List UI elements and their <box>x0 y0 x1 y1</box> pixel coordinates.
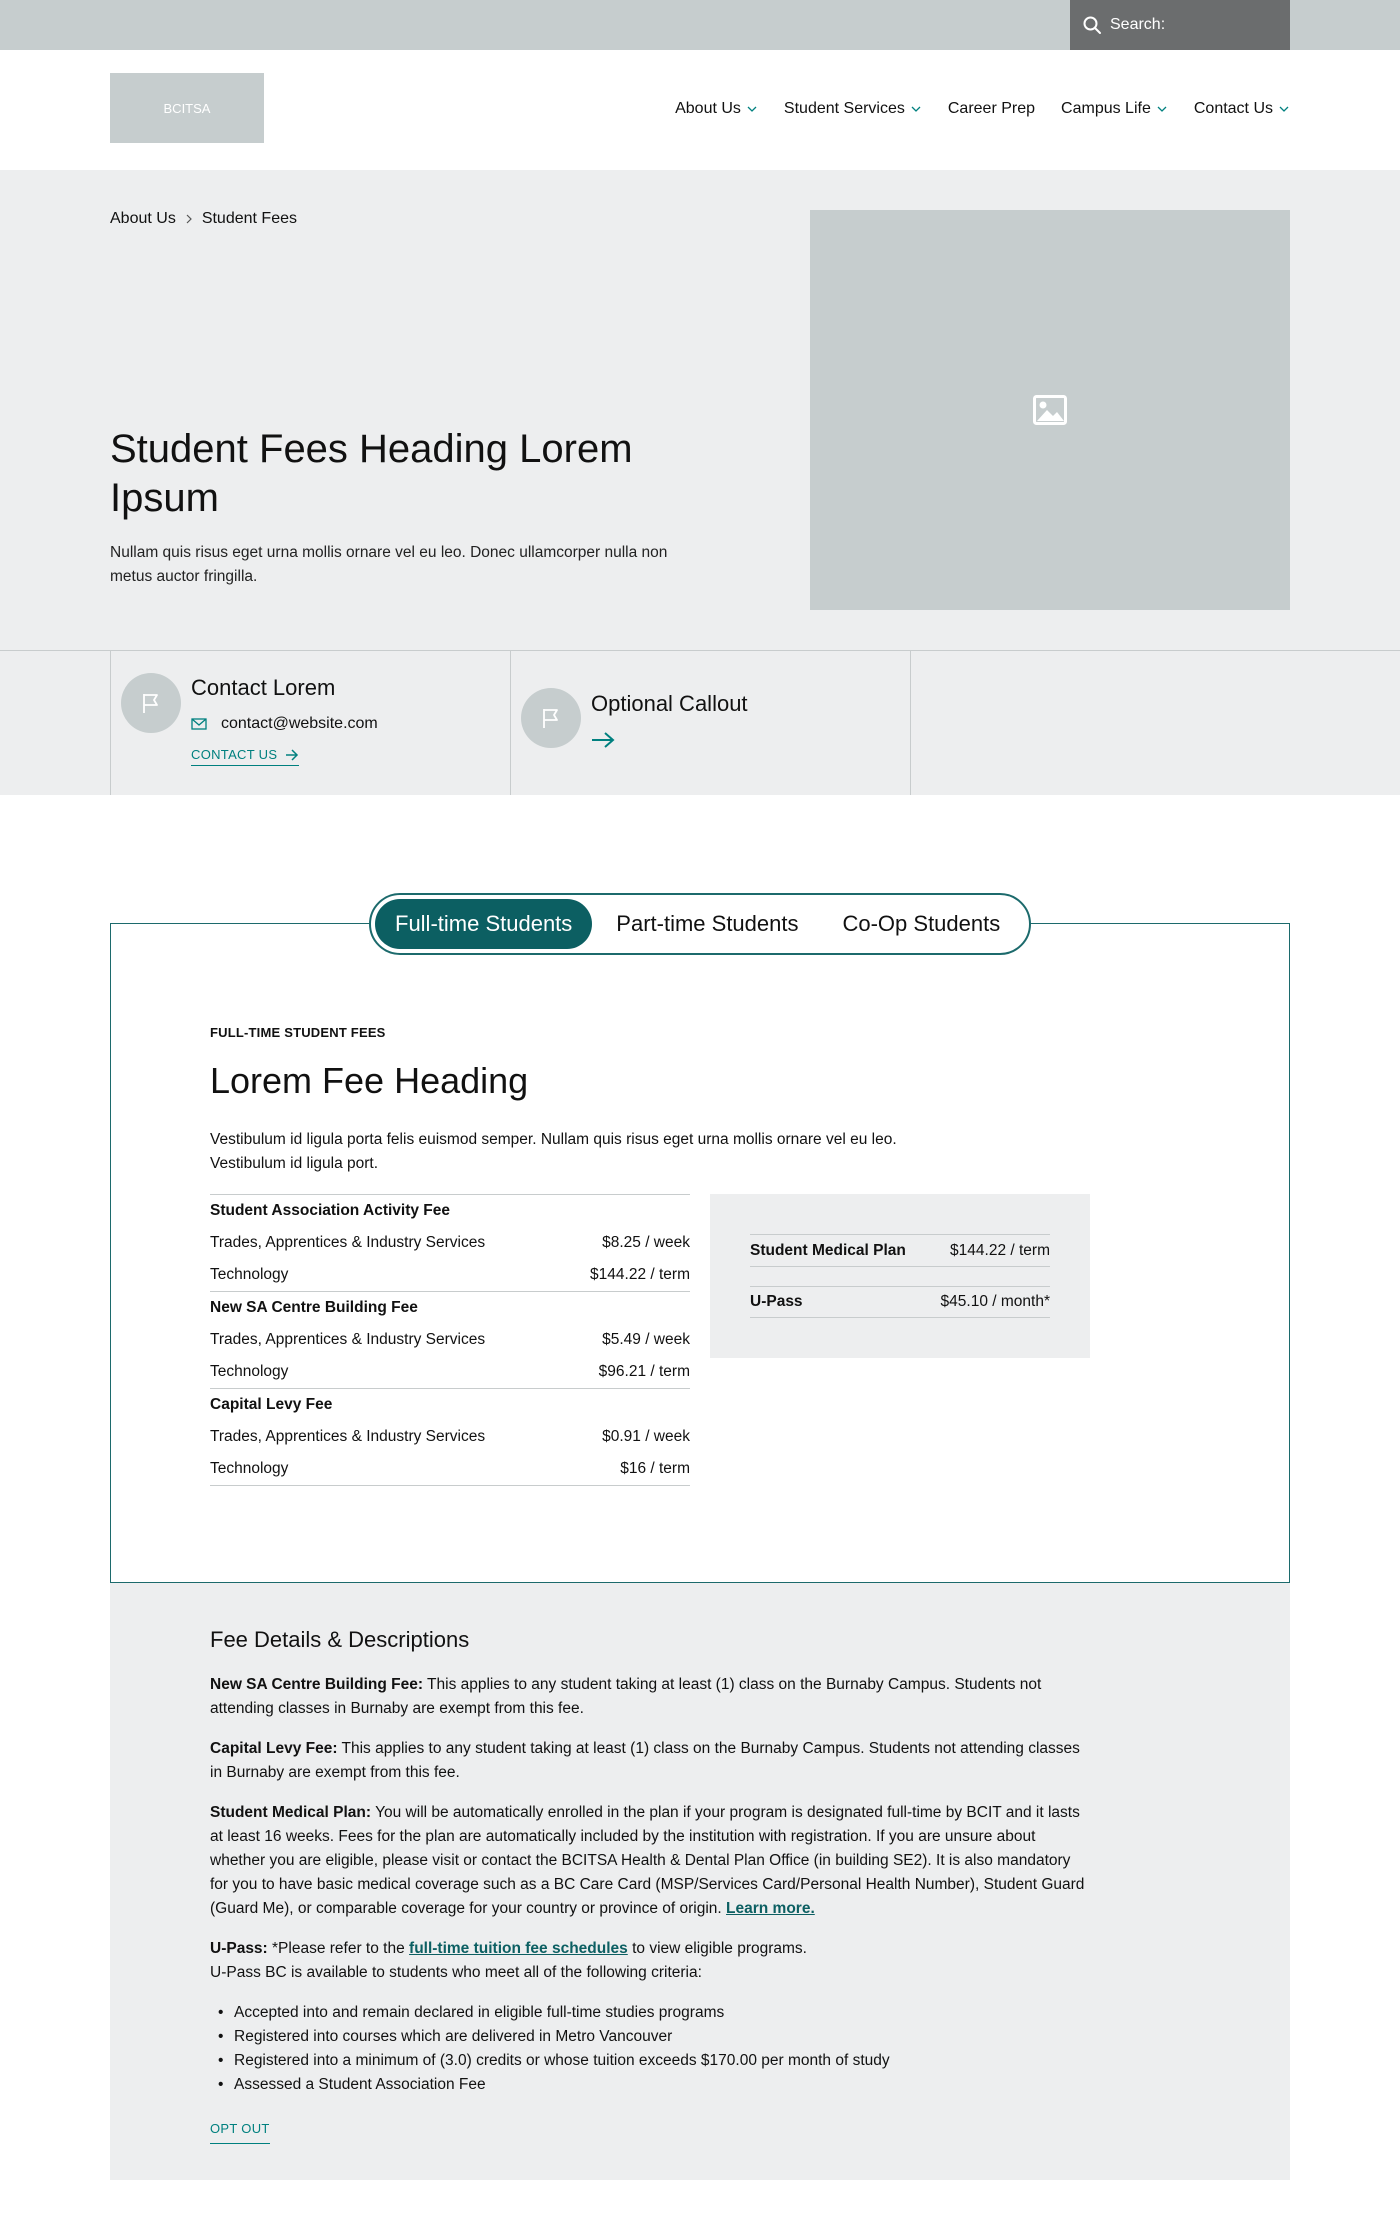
tab-co-op-students[interactable]: Co-Op Students <box>842 911 1001 936</box>
list-item: • Registered into a minimum of (3.0) credits or whose tuition exceeds $170.00 per month of study <box>210 2049 1090 2073</box>
term-label: U-Pass: <box>210 1940 268 1957</box>
main-nav <box>675 100 1290 118</box>
empty-callout <box>910 651 1310 795</box>
list-item: • Registered into courses which are delivered in Metro Vancouver <box>210 2025 1090 2049</box>
fee-value: $8.25 / week <box>602 1234 690 1251</box>
fee-table <box>210 1194 690 1486</box>
arrow-right-icon[interactable] <box>591 731 615 749</box>
flag-icon <box>121 673 181 733</box>
term-label: Capital Levy Fee: <box>210 1740 338 1757</box>
breadcrumb-current: Student Fees <box>201 210 297 227</box>
fee-label: Trades, Apprentices & Industry Services <box>210 1428 486 1445</box>
fee-label: Technology <box>210 1363 289 1380</box>
link-label: CONTACT US <box>191 747 278 762</box>
flag-icon <box>521 688 581 748</box>
search-icon <box>1082 15 1102 35</box>
upass-criteria-intro: U-Pass BC is available to students who meet all of the following criteria: <box>210 1964 702 1981</box>
opt-out-link[interactable]: OPT OUT <box>210 2117 270 2144</box>
tuition-schedules-link[interactable]: full-time tuition fee schedules <box>409 1940 628 1957</box>
fee-group-title <box>210 1195 690 1227</box>
nav-item-about-us[interactable] <box>675 100 758 118</box>
tab-full-time-students[interactable]: Full-time Students <box>375 899 592 949</box>
fee-row <box>210 1324 690 1356</box>
divider <box>750 1266 1050 1286</box>
nav-label: Student Services <box>783 100 905 117</box>
upass-paragraph <box>210 1937 1090 1985</box>
nav-label: Career Prep <box>947 100 1036 117</box>
list-item: • Accepted into and remain declared in eligible full-time studies programs <box>210 2001 1090 2025</box>
additional-fee-row <box>750 1286 1050 1318</box>
fee-group-title <box>210 1292 690 1324</box>
fee-group-name: New SA Centre Building Fee <box>210 1299 418 1316</box>
fee-value: $45.10 / month* <box>940 1293 1050 1310</box>
additional-fee-row <box>750 1234 1050 1266</box>
logo[interactable] <box>110 73 264 143</box>
tab-part-time-students[interactable]: Part-time Students <box>616 911 799 936</box>
term-text: to view eligible programs. <box>627 1940 807 1957</box>
fee-group <box>210 1292 690 1389</box>
contact-callout <box>110 651 510 795</box>
nav-item-contact-us[interactable] <box>1194 100 1290 118</box>
utility-bar <box>0 0 1400 50</box>
fee-group-name: Student Association Activity Fee <box>210 1202 451 1219</box>
breadcrumb <box>110 210 297 228</box>
nav-item-career-prep[interactable] <box>948 100 1035 118</box>
chevron-right-icon <box>184 214 194 224</box>
sa-centre-paragraph <box>210 1673 1090 1721</box>
list-item: • Assessed a Student Association Fee <box>210 2073 1090 2097</box>
breadcrumb-link[interactable]: About Us <box>110 210 176 227</box>
additional-fees-list <box>750 1234 1050 1318</box>
medical-plan-paragraph <box>210 1801 1090 1921</box>
hero <box>0 170 1400 650</box>
term-text: You will be automatically enrolled in the plan if your program is designated full-time by BCIT and it lasts at least 16 weeks. Fees for the plan are automatically included by the institution with registration. If you are unsure about whether you are eligible, please visit or contact the BCITSA Health & Dental Plan Office (in building SE2). It is also mandatory for you to have basic medical coverage such as a BC Care Card (MSP/Services Card/Personal Health Number), Student Guard (Guard Me), or comparable coverage for your country or province of origin. <box>210 1804 1085 1917</box>
term-text: *Please refer to the <box>267 1940 410 1957</box>
fee-description: Vestibulum id ligula porta felis euismod semper. Nullam quis risus eget urna mollis ornare vel eu leo. Vestibulum id ligula port. <box>210 1131 897 1172</box>
fee-value: $0.91 / week <box>602 1428 690 1445</box>
capital-levy-paragraph <box>210 1737 1090 1785</box>
panel-eyebrow: FULL-TIME STUDENT FEES <box>210 1025 386 1040</box>
fee-label: Technology <box>210 1266 289 1283</box>
contact-us-link[interactable] <box>191 747 299 766</box>
site-header <box>0 50 1400 170</box>
nav-item-student-services[interactable] <box>784 100 922 118</box>
contact-email[interactable] <box>191 715 378 733</box>
term-label: Student Medical Plan: <box>210 1804 372 1821</box>
additional-fees-box <box>710 1194 1090 1358</box>
fee-details-section <box>110 1583 1290 2180</box>
fee-label: Technology <box>210 1460 289 1477</box>
nav-item-campus-life[interactable] <box>1061 100 1168 118</box>
fee-row <box>210 1227 690 1259</box>
arrow-right-icon <box>285 749 299 761</box>
fee-label: Trades, Apprentices & Industry Services <box>210 1234 486 1251</box>
nav-label: About Us <box>675 100 741 117</box>
fee-group-title <box>210 1389 690 1421</box>
fee-details-content <box>210 1625 1090 2144</box>
fee-value: $5.49 / week <box>602 1331 690 1348</box>
search-box[interactable] <box>1070 0 1290 50</box>
chevron-down-icon <box>1156 103 1168 115</box>
fee-row <box>210 1259 690 1291</box>
callout-title: Contact Lorem <box>191 675 336 700</box>
fee-value: $144.22 / term <box>950 1241 1050 1259</box>
student-type-tabs <box>369 893 1031 955</box>
nav-label: Contact Us <box>1193 100 1273 117</box>
fee-group-name: Capital Levy Fee <box>210 1396 333 1413</box>
hero-image <box>810 210 1290 610</box>
fee-label: Student Medical Plan <box>750 1241 906 1259</box>
email-text: contact@website.com <box>221 715 378 732</box>
fee-value: $16 / term <box>620 1460 690 1477</box>
fee-value: $144.22 / term <box>590 1266 690 1283</box>
callout-title: Optional Callout <box>591 691 748 716</box>
fee-value: $96.21 / term <box>598 1363 690 1380</box>
logo-text: BCITSA <box>163 100 211 116</box>
image-placeholder-icon <box>1033 395 1067 425</box>
fee-heading: Lorem Fee Heading <box>210 1060 529 1101</box>
term-text: This applies to any student taking at least (1) class on the Burnaby Campus. Students not attending classes in Burnaby are exempt from this fee. <box>210 1740 1080 1781</box>
upass-criteria-list <box>210 2001 1090 2097</box>
callout-strip <box>0 650 1400 795</box>
term-label: New SA Centre Building Fee: <box>210 1676 424 1693</box>
learn-more-link[interactable]: Learn more. <box>726 1900 815 1917</box>
mail-icon <box>191 717 207 731</box>
fee-details-title: Fee Details & Descriptions <box>210 1627 470 1652</box>
fee-row <box>210 1356 690 1388</box>
fee-label: Trades, Apprentices & Industry Services <box>210 1331 486 1348</box>
search-label: Search: <box>1110 16 1166 33</box>
optional-callout <box>510 651 910 795</box>
term-text: This applies to any student taking at least (1) class on the Burnaby Campus. Students not attending classes in Burnaby are exempt from this fee. <box>210 1676 1042 1717</box>
fee-label: U-Pass <box>750 1293 803 1310</box>
fee-row <box>210 1421 690 1453</box>
nav-label: Campus Life <box>1061 100 1151 117</box>
chevron-down-icon <box>746 103 758 115</box>
page-title: Student Fees Heading Lorem Ipsum <box>110 427 633 520</box>
fee-row <box>210 1453 690 1485</box>
hero-description: Nullam quis risus eget urna mollis ornare vel eu leo. Donec ullamcorper nulla non metus auctor fringilla. <box>110 544 668 585</box>
fee-group <box>210 1389 690 1486</box>
chevron-down-icon <box>910 103 922 115</box>
fee-group <box>210 1195 690 1292</box>
chevron-down-icon <box>1278 103 1290 115</box>
